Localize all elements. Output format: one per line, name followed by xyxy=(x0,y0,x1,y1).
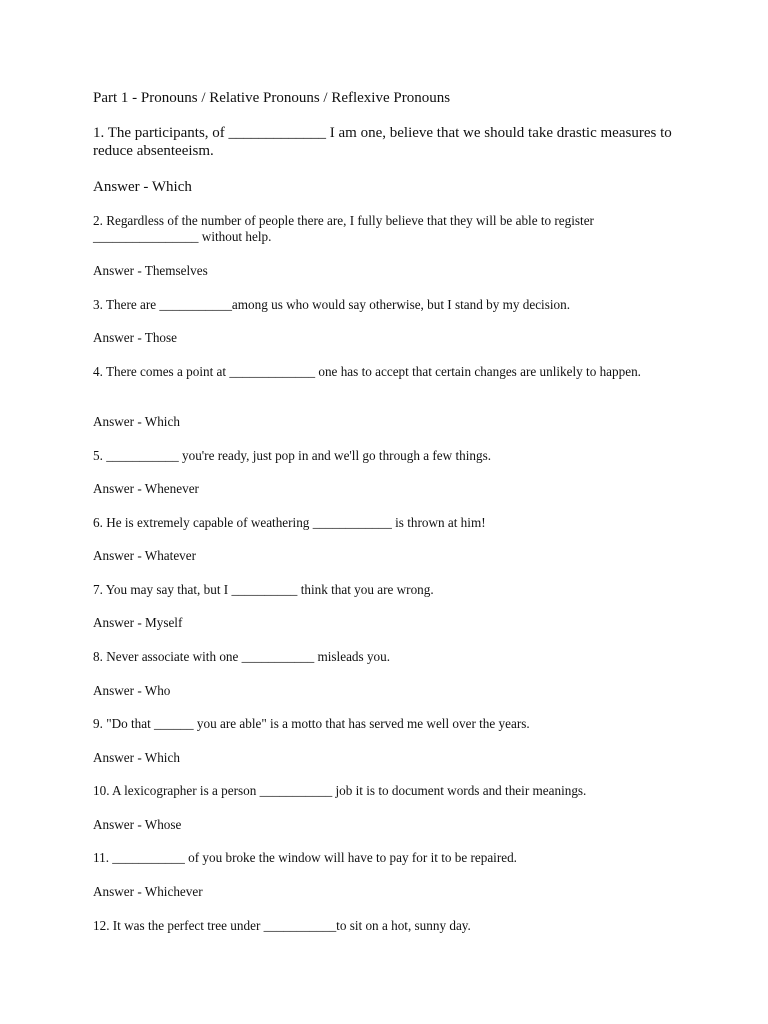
question-2: 2. Regardless of the number of people there are, I fully believe that they will be able to register ________________ without help. xyxy=(93,213,594,244)
answer-2: Answer - Themselves xyxy=(93,263,208,278)
answer-1: Answer - Which xyxy=(93,179,192,195)
answer-6: Answer - Whatever xyxy=(93,548,197,563)
question-8: 8. Never associate with one ___________ misleads you. xyxy=(93,649,391,664)
question-6: 6. He is extremely capable of weathering ____________ is thrown at him! xyxy=(93,515,486,530)
answer-4: Answer - Which xyxy=(93,414,180,429)
question-11: 11. ___________ of you broke the window will have to pay for it to be repaired. xyxy=(93,850,517,865)
answer-10: Answer - Whose xyxy=(93,817,182,832)
question-4: 4. There comes a point at _____________ one has to accept that certain changes are unlikely to happen. xyxy=(93,364,641,379)
answer-3: Answer - Those xyxy=(93,330,177,345)
question-12: 12. It was the perfect tree under ___________to sit on a hot, sunny day. xyxy=(93,918,471,933)
answer-8: Answer - Who xyxy=(93,683,171,698)
question-10: 10. A lexicographer is a person ___________ job it is to document words and their meanings. xyxy=(93,783,587,798)
question-3: 3. There are ___________among us who would say otherwise, but I stand by my decision. xyxy=(93,297,570,312)
question-5: 5. ___________ you're ready, just pop in and we'll go through a few things. xyxy=(93,448,491,463)
answer-5: Answer - Whenever xyxy=(93,481,199,496)
answer-7: Answer - Myself xyxy=(93,615,183,630)
page-title: Part 1 - Pronouns / Relative Pronouns / Reflexive Pronouns xyxy=(93,90,451,106)
question-1: 1. The participants, of _____________ I am one, believe that we should take drastic measures to reduce absenteeism. xyxy=(93,125,672,159)
question-7: 7. You may say that, but I __________ think that you are wrong. xyxy=(93,582,434,597)
question-9: 9. "Do that ______ you are able" is a motto that has served me well over the years. xyxy=(93,716,530,731)
answer-9: Answer - Which xyxy=(93,750,180,765)
answer-11: Answer - Whichever xyxy=(93,884,203,899)
